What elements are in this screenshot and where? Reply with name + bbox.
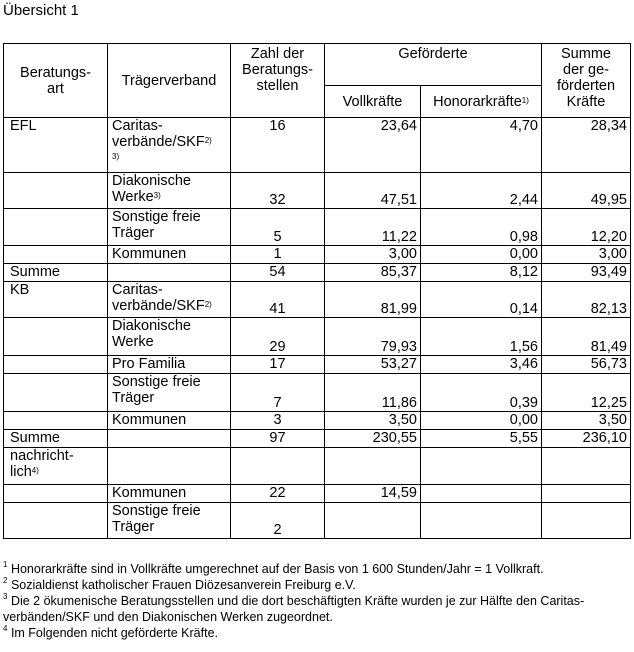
cell-honorar: 0,39 [421, 374, 542, 412]
cell-voll: 81,99 [325, 282, 421, 318]
cell-zahl: 29 [231, 318, 325, 356]
cell-zahl: 54 [231, 264, 325, 282]
cell-summe: 3,50 [542, 412, 631, 430]
cell-summe: 12,20 [542, 209, 631, 246]
cell-voll: 3,50 [325, 412, 421, 430]
cell-voll: 53,27 [325, 356, 421, 374]
header-vollkraefte: Vollkräfte [325, 86, 421, 118]
cell-zahl: 16 [231, 118, 325, 173]
cell-art [4, 374, 108, 412]
cell-summe [542, 503, 631, 539]
table-row [4, 448, 631, 485]
cell-summe: 81,49 [542, 318, 631, 356]
cell-honorar: 4,70 [421, 118, 542, 173]
cell-traeger [108, 264, 231, 282]
header-beratungsart: Beratungs- art [4, 44, 108, 118]
cell-zahl: 2 [231, 503, 325, 539]
cell-zahl: 7 [231, 374, 325, 412]
cell-honorar: 3,46 [421, 356, 542, 374]
cell-traeger [108, 448, 231, 485]
table-row [4, 356, 631, 374]
cell-art [4, 412, 108, 430]
cell-art [4, 246, 108, 264]
cell-summe: 28,34 [542, 118, 631, 173]
overview-table [3, 43, 631, 539]
cell-art [4, 318, 108, 356]
cell-honorar: 0,14 [421, 282, 542, 318]
cell-summe [542, 448, 631, 485]
cell-zahl: 1 [231, 246, 325, 264]
table-row-sum [4, 430, 631, 448]
cell-traeger: Pro Familia [108, 356, 231, 374]
cell-zahl [231, 448, 325, 485]
cell-traeger: Diakonische Werke$^{3)}$ [108, 173, 231, 209]
cell-art [4, 485, 108, 503]
cell-traeger: Sonstige freie Träger [108, 374, 231, 412]
document-title: Übersicht 1 [3, 2, 79, 19]
cell-summe [542, 485, 631, 503]
cell-honorar: 1,56 [421, 318, 542, 356]
cell-honorar: 8,12 [421, 264, 542, 282]
cell-traeger: Sonstige freie Träger [108, 209, 231, 246]
cell-summe: 236,10 [542, 430, 631, 448]
table-row [4, 503, 631, 539]
cell-honorar: 0,00 [421, 412, 542, 430]
cell-voll: 11,86 [325, 374, 421, 412]
cell-zahl: 5 [231, 209, 325, 246]
cell-zahl: 97 [231, 430, 325, 448]
cell-art: KB [4, 282, 108, 318]
cell-traeger: Kommunen [108, 246, 231, 264]
footnote: $^1$ Honorarkräfte sind in Vollkräfte umgerechnet auf der Basis von 1 600 Stunden/Jahr = 1 Vollkraft. [3, 560, 544, 576]
cell-art [4, 356, 108, 374]
cell-traeger: Diakonische Werke [108, 318, 231, 356]
footnote: $^3$ Die 2 ökumenische Beratungsstellen und die dort beschäftigten Kräfte wurden je zur Hälfte den Caritas-verbänden/SKF und den Diakonischen Werken zugeordnet. [3, 592, 585, 624]
cell-art: Summe [4, 264, 108, 282]
cell-art: Summe [4, 430, 108, 448]
cell-voll: 85,37 [325, 264, 421, 282]
cell-traeger: Caritas- verbände/SKF$^{2)}$ [108, 282, 231, 318]
cell-voll [325, 448, 421, 485]
cell-zahl: 17 [231, 356, 325, 374]
cell-summe: 93,49 [542, 264, 631, 282]
cell-honorar: 2,44 [421, 173, 542, 209]
cell-honorar: 0,00 [421, 246, 542, 264]
footnote: $^2$ Sozialdienst katholischer Frauen Diözesanverein Freiburg e.V. [3, 576, 356, 592]
cell-summe: 56,73 [542, 356, 631, 374]
cell-traeger: Kommunen [108, 485, 231, 503]
header-summe: Summe der ge- förderten Kräfte [542, 44, 631, 118]
cell-zahl: 3 [231, 412, 325, 430]
cell-voll: 230,55 [325, 430, 421, 448]
table-row [4, 118, 631, 173]
cell-voll: 23,64 [325, 118, 421, 173]
footnotes [3, 561, 631, 641]
cell-honorar: 0,98 [421, 209, 542, 246]
cell-art: nachricht- lich$^{4)}$ [4, 448, 108, 485]
cell-voll: 47,51 [325, 173, 421, 209]
cell-honorar [421, 485, 542, 503]
footnote: $^4$ Im Folgenden nicht geförderte Kräfte. [3, 624, 218, 640]
cell-honorar: 5,55 [421, 430, 542, 448]
cell-honorar [421, 503, 542, 539]
cell-voll [325, 503, 421, 539]
cell-traeger: Caritas- verbände/SKF$^{2)}$ $^{3)}$ [108, 118, 231, 173]
cell-zahl: 32 [231, 173, 325, 209]
table-row [4, 485, 631, 503]
cell-zahl: 22 [231, 485, 325, 503]
cell-voll: 11,22 [325, 209, 421, 246]
cell-traeger: Sonstige freie Träger [108, 503, 231, 539]
cell-summe: 82,13 [542, 282, 631, 318]
cell-voll: 3,00 [325, 246, 421, 264]
header-gefoerderte: Geförderte [325, 44, 542, 86]
cell-summe: 49,95 [542, 173, 631, 209]
cell-art: EFL [4, 118, 108, 173]
table-row [4, 282, 631, 318]
table-row [4, 173, 631, 209]
cell-summe: 12,25 [542, 374, 631, 412]
cell-traeger: Kommunen [108, 412, 231, 430]
header-zahl: Zahl der Beratungs- stellen [231, 44, 325, 118]
table-row [4, 246, 631, 264]
cell-art [4, 503, 108, 539]
cell-traeger [108, 430, 231, 448]
table-row [4, 318, 631, 356]
table-row [4, 209, 631, 246]
cell-zahl: 41 [231, 282, 325, 318]
header-traegerverband: Trägerverband [108, 44, 231, 118]
cell-art [4, 209, 108, 246]
header-honorarkraefte: Honorarkräfte$^{1)}$ [421, 86, 542, 118]
table-row [4, 374, 631, 412]
table-row-sum [4, 264, 631, 282]
cell-honorar [421, 448, 542, 485]
cell-art [4, 173, 108, 209]
cell-summe: 3,00 [542, 246, 631, 264]
cell-voll: 14,59 [325, 485, 421, 503]
table-row [4, 412, 631, 430]
cell-voll: 79,93 [325, 318, 421, 356]
